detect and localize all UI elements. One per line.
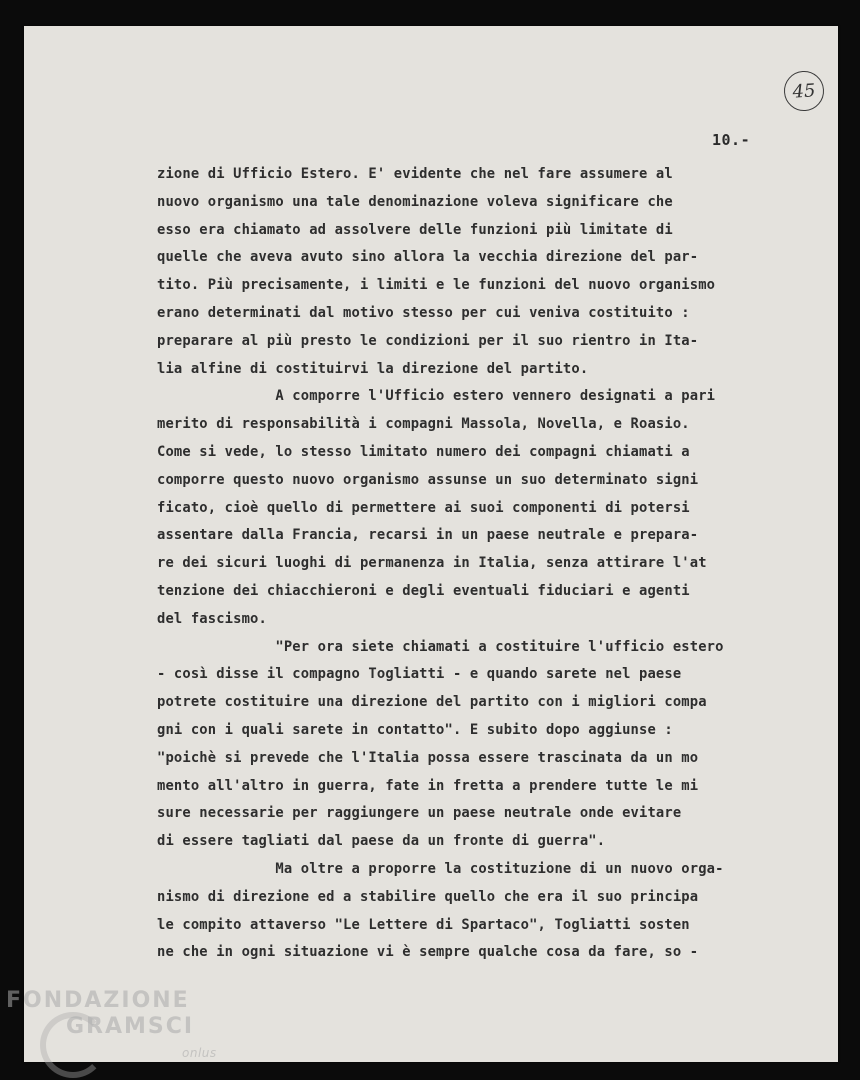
text-line: gni con i quali sarete in contatto". E subito dopo aggiunse :	[157, 721, 673, 738]
text-line: assentare dalla Francia, recarsi in un paese neutrale e prepara-	[157, 527, 699, 544]
archive-stamp: 45	[783, 70, 826, 113]
text-line: Come si vede, lo stesso limitato numero dei compagni chiamati a	[157, 443, 690, 460]
text-line: lia alfine di costituirvi la direzione del partito.	[157, 360, 589, 377]
text-line: quelle che aveva avuto sino allora la vecchia direzione del par-	[157, 249, 699, 266]
text-line: del fascismo.	[157, 610, 267, 627]
text-line: preparare al più presto le condizioni per il suo rientro in Ita-	[157, 332, 699, 349]
text-line: nuovo organismo una tale denominazione voleva significare che	[157, 193, 673, 210]
text-line: comporre questo nuovo organismo assunse un suo determinato signi	[157, 471, 699, 488]
watermark-line2: GRAMSCI	[66, 1014, 195, 1039]
text-line: ne che in ogni situazione vi è sempre qualche cosa da fare, so -	[157, 944, 699, 961]
text-line: - così disse il compagno Togliatti - e quando sarete nel paese	[157, 666, 682, 683]
text-line: Ma oltre a proporre la costituzione di un nuovo orga-	[157, 860, 724, 877]
text-line: erano determinati dal motivo stesso per cui veniva costituito :	[157, 304, 690, 321]
text-line: re dei sicuri luoghi di permanenza in Italia, senza attirare l'at	[157, 555, 707, 572]
text-line: A comporre l'Ufficio estero vennero designati a pari	[157, 388, 716, 405]
text-line: di essere tagliati dal paese da un fronte di guerra".	[157, 833, 606, 850]
text-line: zione di Ufficio Estero. E' evidente che nel fare assumere al	[157, 166, 673, 182]
text-line: merito di responsabilità i compagni Massola, Novella, e Roasio.	[157, 416, 690, 433]
text-line: esso era chiamato ad assolvere delle funzioni più limitate di	[157, 221, 673, 238]
text-line: tito. Più precisamente, i limiti e le funzioni del nuovo organismo	[157, 277, 716, 294]
text-line: potrete costituire una direzione del partito con i migliori compa	[157, 694, 707, 711]
text-line: sure necessarie per raggiungere un paese neutrale onde evitare	[157, 805, 682, 822]
text-line: nismo di direzione ed a stabilire quello che era il suo principa	[157, 888, 699, 905]
watermark-line1: FONDAZIONE	[6, 988, 190, 1013]
watermark-sub: onlus	[182, 1046, 217, 1060]
text-line: "Per ora siete chiamati a costituire l'ufficio estero	[157, 638, 724, 655]
text-line: ficato, cioè quello di permettere ai suoi componenti di potersi	[157, 499, 690, 516]
text-line: mento all'altro in guerra, fate in fretta a prendere tutte le mi	[157, 777, 699, 794]
page-number: 10.-	[712, 131, 751, 149]
text-line: le compito attaverso "Le Lettere di Spartaco", Togliatti sosten	[157, 916, 690, 933]
text-line: tenzione dei chiacchieroni e degli eventuali fiduciari e agenti	[157, 582, 690, 599]
typewritten-text	[157, 162, 817, 968]
text-line: "poichè si prevede che l'Italia possa essere trascinata da un mo	[157, 749, 699, 766]
